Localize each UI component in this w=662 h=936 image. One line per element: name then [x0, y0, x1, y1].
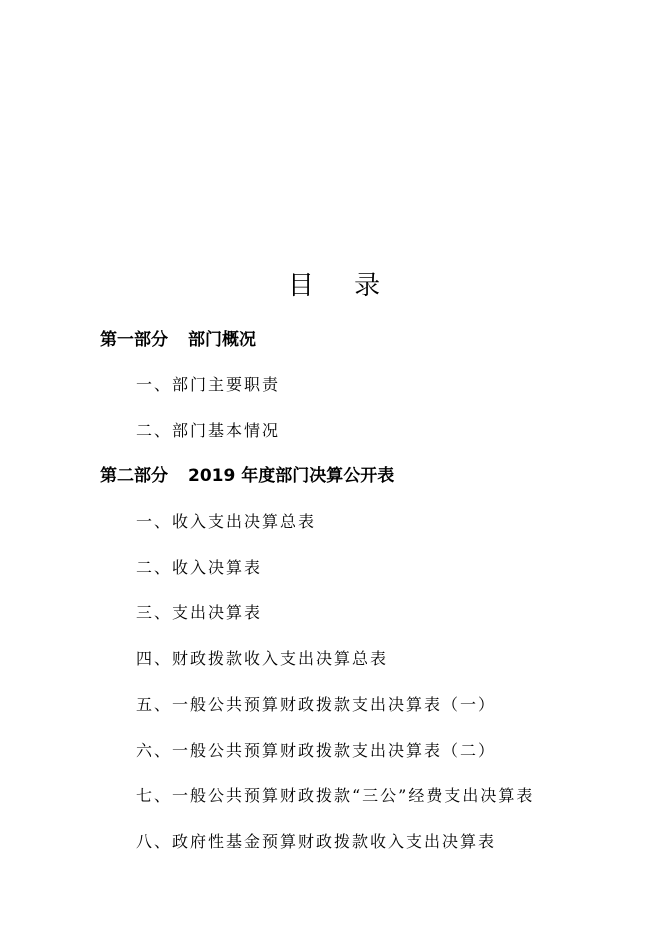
toc-item: 二、收入决算表 [136, 558, 263, 577]
toc-item: 八、政府性基金预算财政拨款收入支出决算表 [136, 832, 497, 851]
toc-item: 五、一般公共预算财政拨款支出决算表（一） [136, 695, 497, 714]
toc-part-number: 第二部分 [100, 466, 168, 486]
toc-item: 七、一般公共预算财政拨款“三公”经费支出决算表 [136, 786, 535, 805]
toc-part-name: 部门概况 [188, 330, 256, 350]
toc-part-number: 第一部分 [100, 330, 168, 350]
toc-item: 一、部门主要职责 [136, 375, 281, 394]
toc-item: 三、支出决算表 [136, 603, 263, 622]
toc-item: 一、收入支出决算总表 [136, 512, 317, 531]
toc-item: 二、部门基本情况 [136, 421, 281, 440]
toc-part-2-heading [100, 464, 394, 488]
toc-title: 目 录 [287, 271, 397, 301]
toc-part-1-heading [100, 328, 256, 352]
toc-part-name: 2019 年度部门决算公开表 [188, 466, 395, 486]
toc-item: 六、一般公共预算财政拨款支出决算表（二） [136, 741, 497, 760]
toc-item: 四、财政拨款收入支出决算总表 [136, 649, 389, 668]
